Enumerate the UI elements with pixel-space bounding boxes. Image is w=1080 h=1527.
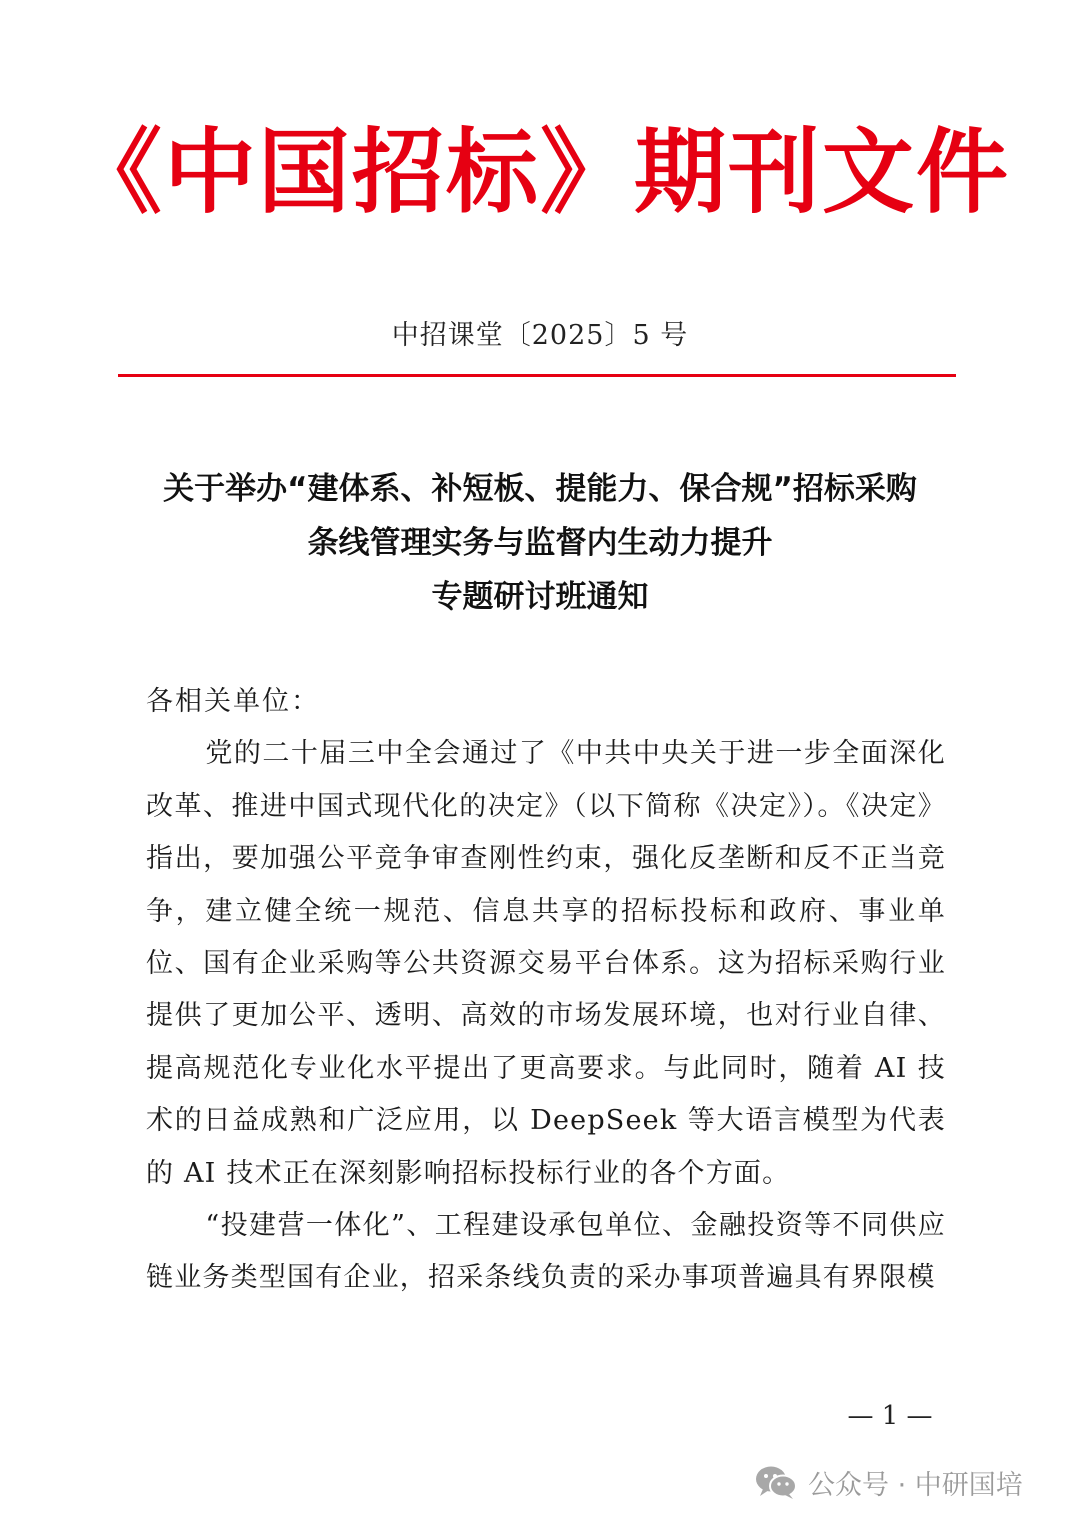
notice-title — [0, 462, 1080, 624]
title-line: 关于举办“建体系、补短板、提能力、保合规”招标采购 — [163, 471, 917, 507]
body-paragraph: 党的二十届三中全会通过了《中共中央关于进一步全面深化改革、推进中国式现代化的决定》（以下简称《决定》）。《决定》指出，要加强公平竞争审查刚性约束，强化反垄断和反不正当竞争，建立健全统一规范、信息共享的招标投标和政府、事业单位、国有企业采购等公共资源交易平台体系。这为招标采购行业提供了更加公平、透明、高效的市场发展环境，也对行业自律、提高规范化专业化水平提出了更高要求。与此同时，随着 AI 技术的日益成熟和广泛应用，以 DeepSeek 等大语言模型为代表的 AI 技术正在深刻影响招标投标行业的各个方面。 — [146, 738, 946, 1189]
document-number: 中招课堂〔2025〕5 号 — [391, 320, 689, 351]
watermark-text: 公众号 · 中研国培 — [808, 1469, 1023, 1501]
watermark — [754, 1456, 1023, 1508]
salutation: 各相关单位： — [146, 686, 320, 717]
body-paragraph: “投建营一体化”、工程建设承包单位、金融投资等不同供应链业务类型国有企业，招采条线负责的采办事项普遍具有界限模 — [146, 1210, 946, 1294]
body-text — [146, 676, 946, 1305]
page-number: — 1 — — [847, 1401, 933, 1431]
wechat-icon — [754, 1464, 798, 1500]
red-divider — [118, 374, 956, 377]
title-line: 条线管理实务与监督内生动力提升 — [307, 525, 773, 561]
masthead-title: 《中国招标》期刊文件 — [69, 119, 1010, 226]
title-line: 专题研讨班通知 — [431, 579, 649, 615]
